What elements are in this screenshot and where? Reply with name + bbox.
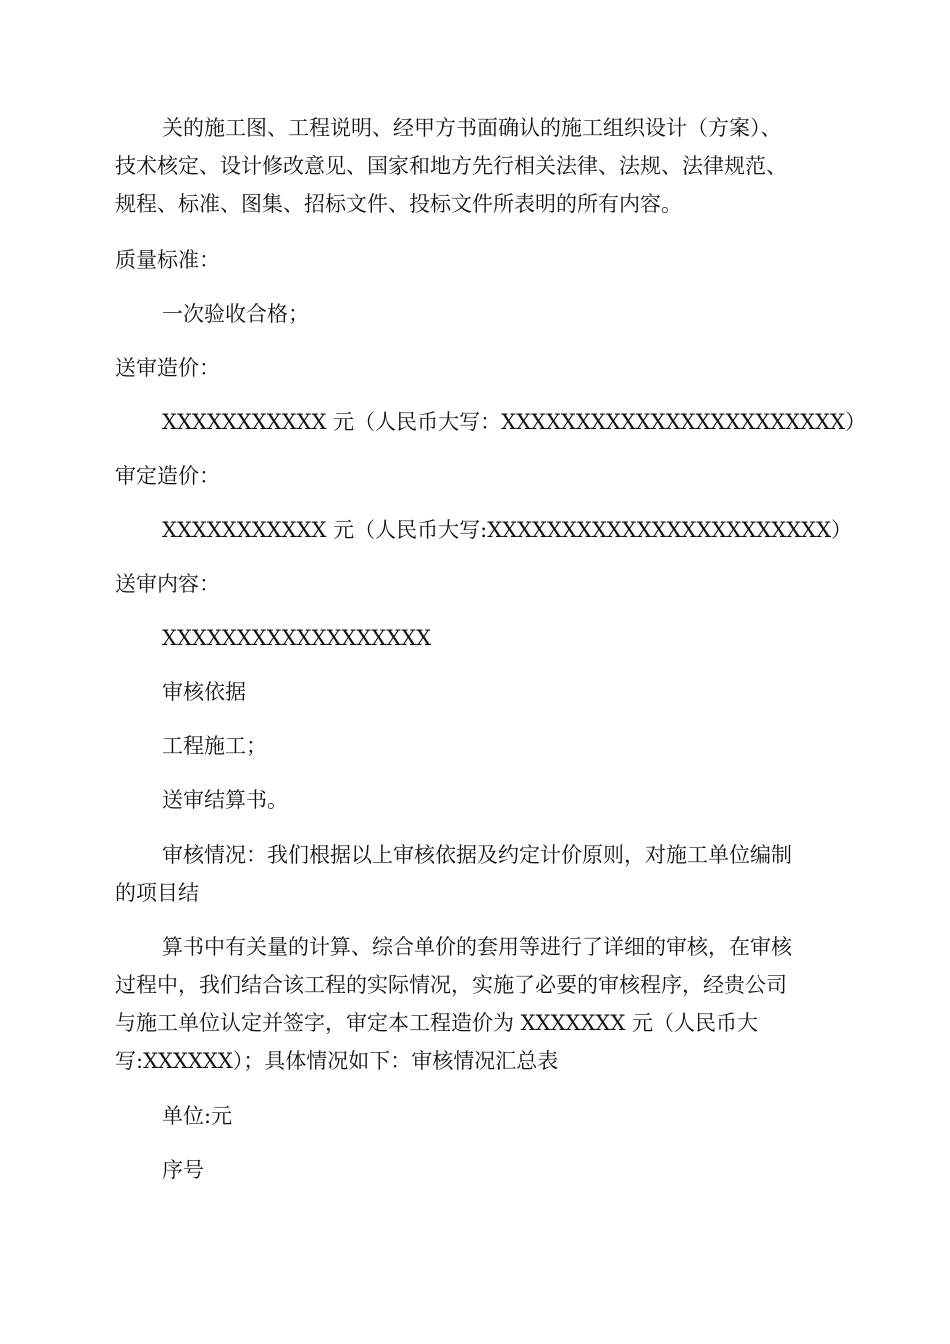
- content-value: XXXXXXXXXXXXXXXXXX: [162, 626, 432, 650]
- para1-line3: 规程、标准、图集、招标文件、投标文件所表明的所有内容。: [115, 192, 682, 216]
- quality-value: 一次验收合格；: [162, 302, 309, 326]
- review-detail-line2: 过程中，我们结合该工程的实际情况，实施了必要的审核程序，经贵公司: [115, 973, 787, 997]
- review-detail-line4: 写:XXXXXX）；具体情况如下：审核情况汇总表: [115, 1049, 559, 1073]
- basis-item-2: 送审结算书。: [162, 788, 288, 812]
- review-detail-line3: 与施工单位认定并签字，审定本工程造价为 XXXXXXX 元（人民币大: [115, 1011, 758, 1035]
- review-situation-line2: 的项目结: [115, 881, 199, 905]
- approved-price-label: 审定造价：: [115, 464, 220, 488]
- para1-line1: 关的施工图、工程说明、经甲方书面确认的施工组织设计（方案）、: [162, 116, 782, 140]
- review-situation-line1: 审核情况：我们根据以上审核依据及约定计价原则，对施工单位编制: [162, 843, 792, 867]
- submitted-price-value: XXXXXXXXXXX 元（人民币大写：XXXXXXXXXXXXXXXXXXXXXXX）: [162, 410, 866, 434]
- submitted-price-label: 送审造价：: [115, 356, 220, 380]
- approved-price-value: XXXXXXXXXXX 元（人民币大写:XXXXXXXXXXXXXXXXXXXXXXX）: [162, 518, 853, 542]
- review-detail-line1: 算书中有关量的计算、综合单价的套用等进行了详细的审核，在审核: [162, 935, 792, 959]
- content-label: 送审内容：: [115, 572, 220, 596]
- para1-line2: 技术核定、设计修改意见、国家和地方先行相关法律、法规、法律规范、: [115, 154, 787, 178]
- basis-heading: 审核依据: [162, 680, 246, 704]
- quality-label: 质量标准：: [115, 248, 220, 272]
- serial-number-label: 序号: [162, 1158, 204, 1182]
- basis-item-1: 工程施工；: [162, 734, 267, 758]
- unit-label: 单位:元: [162, 1104, 233, 1128]
